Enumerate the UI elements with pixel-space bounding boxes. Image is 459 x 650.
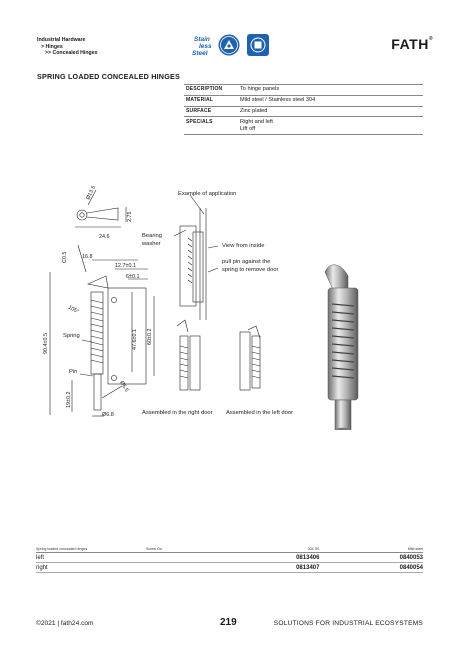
label-view-inside: View from inside <box>222 243 265 249</box>
top-view-drawing <box>75 190 126 227</box>
label-pin: Pin <box>69 369 78 375</box>
dim-d6: 6±0.1 <box>126 274 140 280</box>
dim-d904: 90.4±0.5 <box>43 333 49 354</box>
dim-d19: 19±0.2 <box>66 391 72 408</box>
svg-text:Steel: Steel <box>192 50 208 57</box>
dim-d246: 24.6 <box>99 234 110 240</box>
table-row: right 0813407 0840054 <box>36 564 423 571</box>
dim-d60: 60±0.2 <box>147 328 153 345</box>
label-left-door: Assembled in the left door <box>226 410 294 416</box>
order-table <box>36 546 423 573</box>
spec-row-material: MATERIAL Mild steel / Stainless steel 304 <box>184 95 423 106</box>
label-spring: Spring <box>63 333 80 339</box>
breadcrumb-level-1[interactable]: Industrial Hardware <box>37 37 86 43</box>
dim-d127: 12.7±0.1 <box>115 263 136 269</box>
spec-row-specials: SPECIALS Right and left Lift off <box>184 117 423 135</box>
label-bearing-1: Bearing <box>142 233 162 239</box>
svg-text:Stain: Stain <box>194 36 210 43</box>
brand-logo: FATH® <box>391 36 433 52</box>
table-row: left 0813406 0840053 <box>36 554 423 561</box>
assembled-left-door-drawing <box>240 326 260 390</box>
dim-d65: Ø6.5 <box>118 380 130 394</box>
spec-row-description: DESCRIPTION To hinge panels <box>184 85 423 96</box>
technical-drawing <box>30 180 440 430</box>
breadcrumb-level-2[interactable]: > Hinges <box>41 43 63 50</box>
side-view-drawing <box>50 245 154 416</box>
dim-c05: C0.5 <box>62 251 68 263</box>
label-right-door: Assembled in the right door <box>142 410 213 416</box>
dim-d13: Ø13.5 <box>85 184 98 201</box>
dim-d168: 16.8 <box>82 254 93 260</box>
order-table-header: Spring loaded concealed hinges Screw On 304 SS Mild steel <box>36 547 423 551</box>
svg-text:less: less <box>199 43 212 50</box>
footer-copyright[interactable]: ©2021 | fath24.com <box>36 620 94 627</box>
page-number: 219 <box>220 617 237 628</box>
zinc-plated-badge-icon <box>219 35 240 56</box>
label-pull-2: spring to remove door <box>222 267 279 273</box>
spec-row-surface: SURFACE Zinc plated <box>184 106 423 117</box>
application-example-drawing <box>174 195 218 320</box>
mild-steel-badge-icon <box>247 34 269 56</box>
hinge-product-image <box>325 265 358 430</box>
page-title: SPRING LOADED CONCEALED HINGES <box>37 72 180 81</box>
assembled-right-door-drawing <box>177 320 200 390</box>
footer-tagline: SOLUTIONS FOR INDUSTRIAL ECOSYSTEMS <box>273 620 423 627</box>
material-badges <box>186 33 272 59</box>
breadcrumb-level-3[interactable]: >> Concealed Hinges <box>45 50 98 56</box>
label-pull-1: pull pin against the <box>222 259 271 265</box>
label-bearing-2: washer <box>142 241 161 247</box>
dim-a105: 105° <box>67 304 80 316</box>
dim-d68: Ø6.8 <box>102 412 114 418</box>
label-example: Example of application <box>178 191 237 197</box>
dim-d275: 2.75 <box>127 211 133 222</box>
dim-d476: 47.6±0.1 <box>132 329 138 350</box>
stainless-steel-badge <box>192 36 212 57</box>
spec-table <box>184 84 423 135</box>
breadcrumb <box>37 37 97 57</box>
